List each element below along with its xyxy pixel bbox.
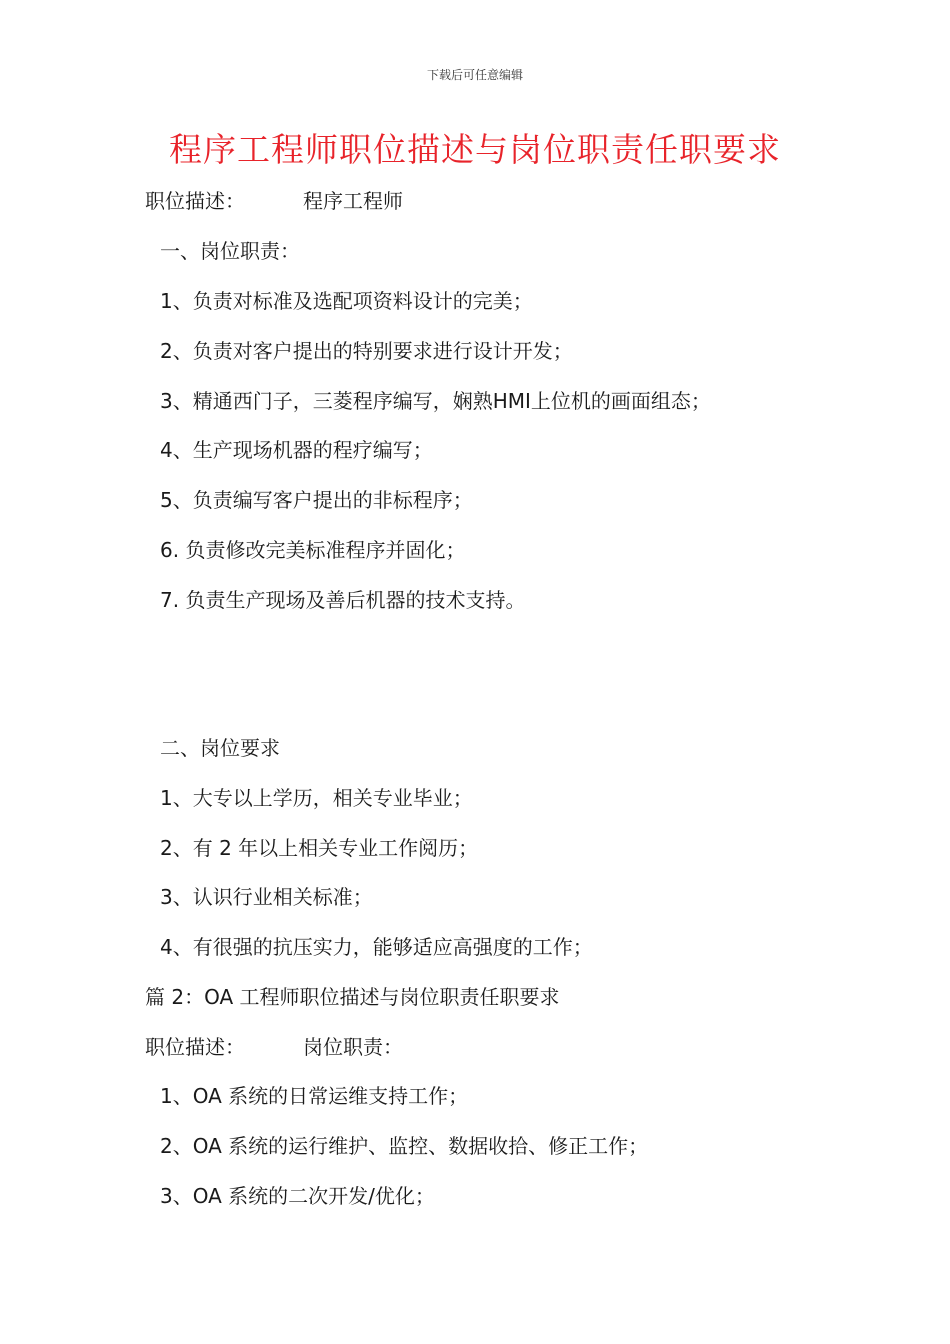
section1-item: 2、负责对客户提出的特别要求进行设计开发； bbox=[160, 339, 573, 363]
section1-item: 1、负责对标准及选配项资料设计的完美； bbox=[160, 289, 533, 313]
part2-label: 职位描述： bbox=[145, 1035, 245, 1059]
section2-heading: 二、岗位要求 bbox=[160, 736, 280, 760]
part2-value: 岗位职责： bbox=[303, 1035, 403, 1059]
part2-intro-line bbox=[145, 1032, 403, 1062]
intro-label: 职位描述： bbox=[145, 189, 245, 213]
document-title: 程序工程师职位描述与岗位职责任职要求 bbox=[169, 130, 781, 169]
part2-item: 2、OA 系统的运行维护、监控、数据收拾、修正工作； bbox=[160, 1134, 649, 1158]
part2-item: 1、OA 系统的日常运维支持工作； bbox=[160, 1084, 469, 1108]
part2-heading: 篇 2：OA 工程师职位描述与岗位职责任职要求 bbox=[145, 985, 560, 1009]
section1-item: 4、生产现场机器的程疗编写； bbox=[160, 438, 433, 462]
section1-item: 5、负责编写客户提出的非标程序； bbox=[160, 488, 473, 512]
page-header: 下载后可任意编辑 bbox=[426, 68, 523, 82]
intro-line bbox=[145, 186, 403, 216]
section1-item: 3、精通西门子，三菱程序编写，娴熟HMI上位机的画面组态； bbox=[160, 389, 711, 413]
section1-item: 7. 负责生产现场及善后机器的技术支持。 bbox=[160, 588, 526, 612]
section1-heading: 一、岗位职责： bbox=[160, 239, 300, 263]
section2-item: 3、认识行业相关标准； bbox=[160, 885, 373, 909]
section1-item: 6. 负责修改完美标准程序并固化； bbox=[160, 538, 466, 562]
section2-item: 1、大专以上学历，相关专业毕业； bbox=[160, 786, 473, 810]
intro-value: 程序工程师 bbox=[303, 189, 403, 213]
section2-item: 2、有 2 年以上相关专业工作阅历； bbox=[160, 836, 479, 860]
section2-item: 4、有很强的抗压实力，能够适应高强度的工作； bbox=[160, 935, 593, 959]
part2-item: 3、OA 系统的二次开发/优化； bbox=[160, 1184, 435, 1208]
